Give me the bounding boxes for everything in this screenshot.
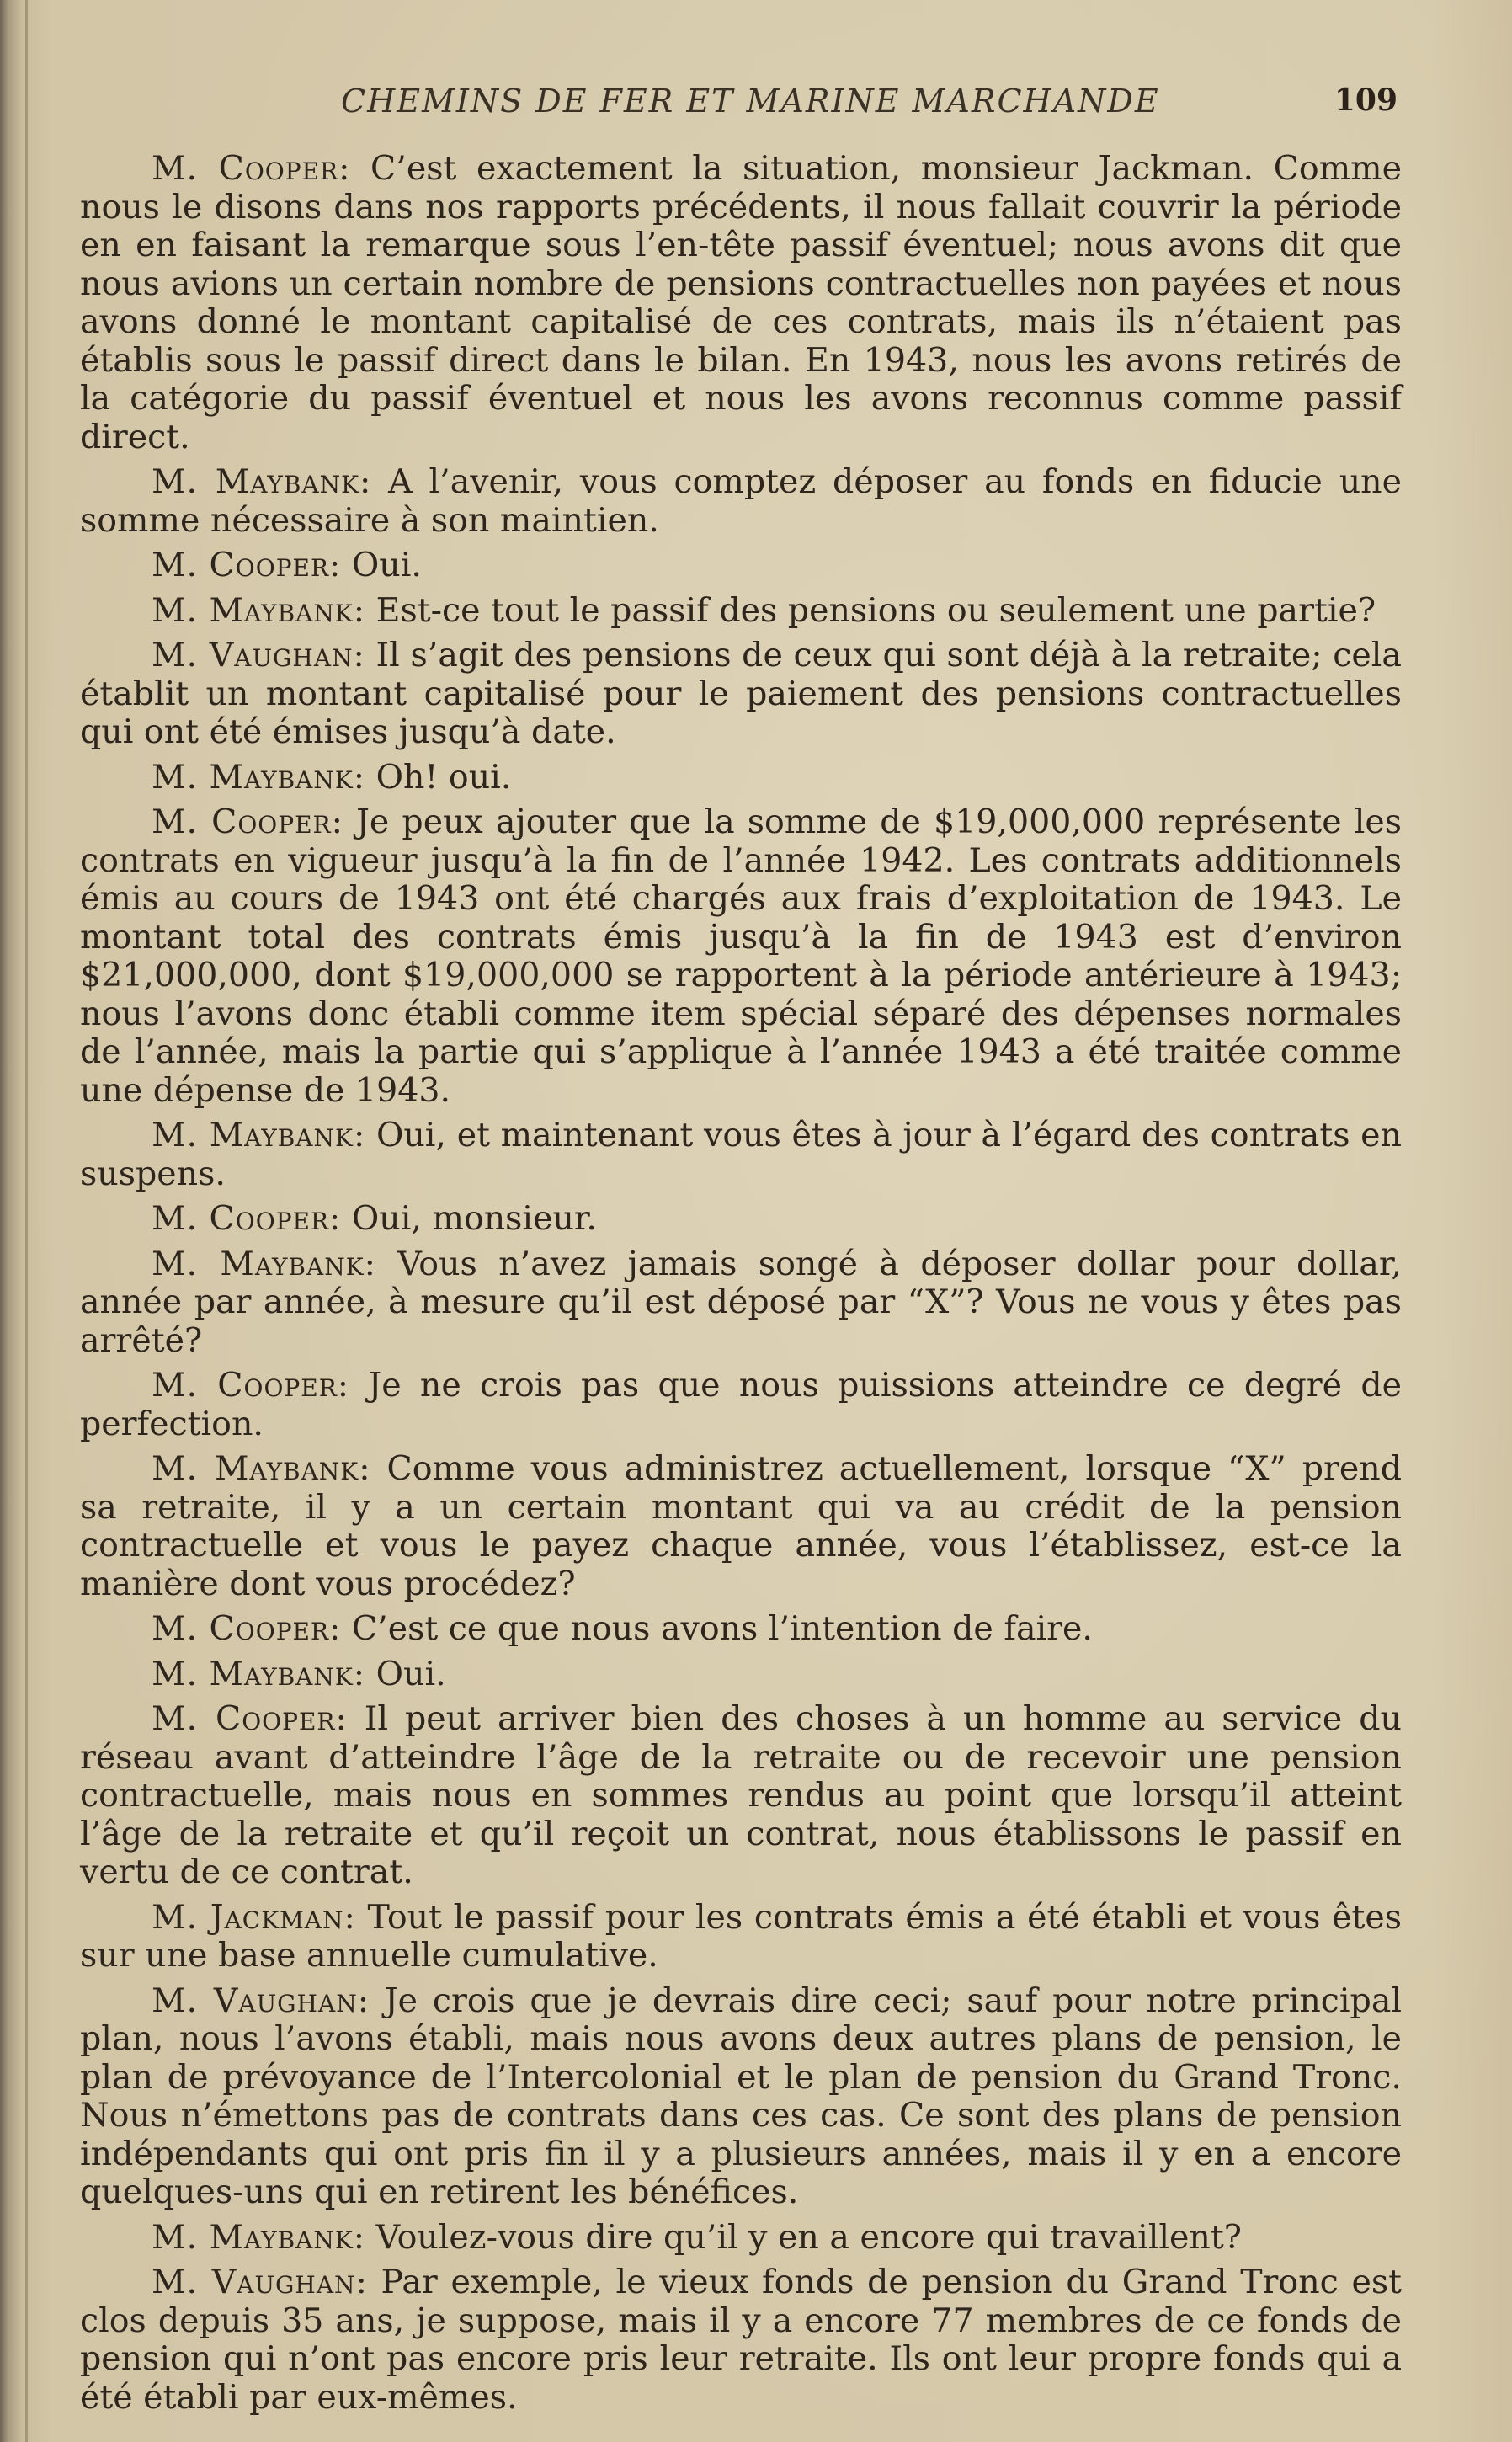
paragraph bbox=[80, 1200, 1402, 1239]
paragraph-text: Comme vous administrez actuellement, lorsque “X” prend sa retraite, il y a un certain montant qui va au crédit de la pension contractuelle et vous le payez chaque année, vous l’établissez, est-ce la manière dont vous procédez? bbox=[80, 1449, 1402, 1603]
speaker-label: M. Vaughan: bbox=[152, 636, 365, 674]
paragraph bbox=[80, 592, 1402, 631]
paragraph-text: Est-ce tout le passif des pensions ou seulement une partie? bbox=[365, 590, 1376, 630]
speaker-label: M. Maybank: bbox=[152, 1654, 366, 1693]
paragraph-text: Par exemple, le vieux fonds de pension du Grand Tronc est clos depuis 35 ans, je suppose, mais il y a encore 77 membres de ce fonds de pension qui n’ont pas encore pris leur retraite. Ils ont leur propre fonds qui a été établi par eux-mêmes. bbox=[80, 2263, 1402, 2417]
speaker-label: M. Maybank: bbox=[152, 2217, 366, 2257]
paragraph-text: Voulez-vous dire qu’il y en a encore qui travaillent? bbox=[365, 2217, 1242, 2257]
paragraph-text: C’est exactement la situation, monsieur Jackman. Comme nous le disons dans nos rapports précédents, il nous fallait couvrir la période en en faisant la remarque sous l’en-tête passif éventuel; nous avons dit que nous avions un certain nombre de pensions contractuelles non payées et nous avons donné le montant capitalisé de ces contrats, mais ils n’étaient pas établis sous le passif direct dans le bilan. En 1943, nous les avons retirés de la catégorie du passif éventuel et nous les avons reconnus comme passif direct. bbox=[80, 149, 1402, 456]
paragraph-text: Oui, monsieur. bbox=[341, 1199, 597, 1238]
speaker-label: M. Cooper: bbox=[152, 1199, 342, 1238]
speaker-label: M. Cooper: bbox=[152, 1366, 350, 1405]
speaker-label: M. Cooper: bbox=[152, 802, 343, 841]
page-number: 109 bbox=[1334, 83, 1398, 118]
speaker-label: M. Cooper: bbox=[152, 1609, 342, 1648]
paragraph-text: Oui. bbox=[341, 546, 422, 584]
paragraph-text: Il peut arriver bien des choses à un homme au service du réseau avant d’atteindre l’âge de la retraite ou de recevoir une pension contractuelle, mais nous en sommes rendus au point que lorsqu’il atteint l’âge de la retraite et qu’il reçoit un contrat, nous établissons le passif en vertu de ce contrat. bbox=[80, 1699, 1402, 1891]
speaker-label: M. Maybank: bbox=[152, 1449, 371, 1488]
speaker-label: M. Maybank: bbox=[152, 1116, 366, 1154]
speaker-label: M. Vaughan: bbox=[152, 2263, 368, 2301]
running-head bbox=[80, 83, 1398, 125]
paragraph bbox=[80, 1367, 1402, 1443]
speaker-label: M. Jackman: bbox=[152, 1897, 356, 1937]
paragraph bbox=[80, 637, 1402, 752]
paragraph bbox=[80, 150, 1402, 456]
speaker-label: M. Vaughan: bbox=[152, 1981, 370, 2020]
speaker-label: M. Cooper: bbox=[152, 1699, 348, 1738]
speaker-label: M. Maybank: bbox=[152, 757, 366, 797]
paragraph-text: Il s’agit des pensions de ceux qui sont déjà à la retraite; cela établit un montant capitalisé pour le paiement des pensions contractuelles qui ont été émises jusqu’à date. bbox=[80, 636, 1402, 751]
paragraph-text: Je crois que je devrais dire ceci; sauf pour notre principal plan, nous l’avons établi, mais nous avons deux autres plans de pension, le plan de prévoyance de l’Intercolonial et le plan de pension du Grand Tronc. Nous n’émettons pas de contrats dans ces cas. Ce sont des plans de pension indépendants qui ont pris fin il y a plusieurs années, mais il y en a encore quelques-uns qui en retirent les bénéfices. bbox=[80, 1981, 1402, 2211]
speaker-label: M. Maybank: bbox=[152, 462, 372, 501]
paragraph-text: Tout le passif pour les contrats émis a été établi et vous êtes sur une base annuelle cumulative. bbox=[80, 1897, 1402, 1975]
paragraph bbox=[80, 463, 1402, 540]
paragraph bbox=[80, 1610, 1402, 1649]
paragraph-text: Oui. bbox=[365, 1654, 446, 1693]
speaker-label: M. Cooper: bbox=[152, 149, 351, 188]
running-title: CHEMINS DE FER ET MARINE MARCHANDE bbox=[341, 83, 1160, 120]
speaker-label: M. Cooper: bbox=[152, 546, 342, 584]
paragraph bbox=[80, 1700, 1402, 1892]
paragraph-text: Oui, et maintenant vous êtes à jour à l’égard des contrats en suspens. bbox=[80, 1116, 1402, 1193]
paragraph-text: Oh! oui. bbox=[365, 757, 512, 797]
paragraph bbox=[80, 2219, 1402, 2258]
paragraph-text: C’est ce que nous avons l’intention de faire. bbox=[341, 1609, 1093, 1648]
speaker-label: M. Maybank: bbox=[152, 590, 366, 630]
paragraph bbox=[80, 1899, 1402, 1975]
speaker-label: M. Maybank: bbox=[152, 1244, 376, 1283]
paragraph bbox=[80, 1450, 1402, 1603]
paragraph bbox=[80, 1656, 1402, 1694]
paragraph-text: A l’avenir, vous comptez déposer au fonds en fiducie une somme nécessaire à son maintien. bbox=[80, 462, 1402, 540]
paragraph bbox=[80, 547, 1402, 585]
paragraph bbox=[80, 1117, 1402, 1193]
paragraph bbox=[80, 1245, 1402, 1361]
paragraph bbox=[80, 1982, 1402, 2212]
paragraph bbox=[80, 2263, 1402, 2417]
binding-edge bbox=[25, 0, 28, 2442]
paragraph bbox=[80, 759, 1402, 797]
transcript-body bbox=[80, 150, 1402, 2423]
paragraph-text: Je ne crois pas que nous puissions atteindre ce degré de perfection. bbox=[80, 1366, 1402, 1443]
paragraph-text: Vous n’avez jamais songé à déposer dollar pour dollar, année par année, à mesure qu’il est déposé par “X”? Vous ne vous y êtes pas arrêté? bbox=[80, 1244, 1402, 1360]
paragraph-text: Je peux ajouter que la somme de $19,000,000 représente les contrats en vigueur jusqu’à la fin de l’année 1942. Les contrats additionnels émis au cours de 1943 ont été chargés aux frais d’exploitation de 1943. Le montant total des contrats émis jusqu’à la fin de 1943 est d’environ $21,000,000, dont $19,000,000 se rapportent à la période antérieure à 1943; nous l’avons donc établi comme item spécial séparé des dépenses normales de l’année, mais la partie qui s’applique à l’année 1943 a été traitée comme une dépense de 1943. bbox=[80, 802, 1402, 1110]
paragraph bbox=[80, 803, 1402, 1110]
